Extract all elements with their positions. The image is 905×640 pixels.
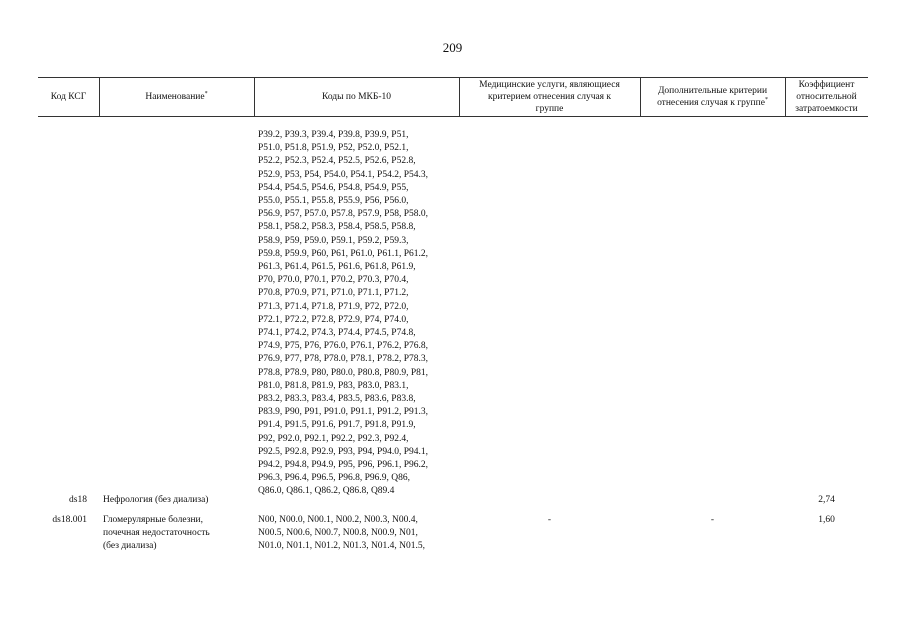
ksg-name: Нефрология (без диализа) <box>103 495 209 505</box>
ksg-code: ds18 <box>69 495 87 505</box>
ksg-code: ds18.001 <box>52 515 87 525</box>
ksg-name: Гломерулярные болезни, почечная недостаточность (без диализа) <box>103 515 210 552</box>
criteria-value: - <box>710 515 715 525</box>
icd-codes-continued: P39.2, P39.3, P39.4, P39.8, P39.9, P51, P51.0, P51.8, P51.9, P52, P52.0, P52.1, P52.2, P52.3, P52.4, P52.5, P52.6, P52.8, P52.9, P53, P54, P54.0, P54.1, P54.2, P54.3, P54.4, P54.5, P54.6, P54.8, P54.9, P55, P55.0, P55.1, P55.8, P55.9, P56, P56.0, P56.9, P57, P57.0, P57.8, P57.9, P58, P58.0, P58.1, P58.2, P58.3, P58.4, P58.5, P58.8, P58.9, P59, P59.0, P59.1, P59.2, P59.3, P59.8, P59.9, P60, P61, P61.0, P61.1, P61.2, P61.3, P61.4, P61.5, P61.6, P61.8, P61.9, P70, P70.0, P70.1, P70.2, P70.3, P70.4, P70.8, P70.9, P71, P71.0, P71.1, P71.2, P71.3, P71.4, P71.8, P71.9, P72, P72.0, P72.1, P72.2, P72.8, P72.9, P74, P74.0, P74.1, P74.2, P74.3, P74.4, P74.5, P74.8, P74.9, P75, P76, P76.0, P76.1, P76.2, P76.8, P76.9, P77, P78, P78.0, P78.1, P78.2, P78.3, P78.8, P78.9, P80, P80.0, P80.8, P80.9, P81, P81.0, P81.8, P81.9, P83, P83.0, P83.1, P83.2, P83.3, P83.4, P83.5, P83.6, P83.8, P83.9, P90, P91, P91.0, P91.1, P91.2, P91.3, P91.4, P91.5, P91.6, P91.7, P91.8, P91.9, P92, P92.0, P92.1, P92.2, P92.3, P92.4, P92.5, P92.8, P92.9, P93, P94, P94.0, P94.1, P94.2, P94.8, P94.9, P95, P96, P96.1, P96.2, P96.3, P96.4, P96.5, P96.8, P96.9, Q86, Q86.0, Q86.1, Q86.2, Q86.8, Q89.4 <box>258 130 428 497</box>
header-name: Наименование* <box>145 90 208 102</box>
services-value: - <box>547 515 552 525</box>
header-criteria: Дополнительные критерии отнесения случая к группе* <box>657 86 768 108</box>
header-coefficient: Коэффициент относительной затратоемкости <box>795 80 858 114</box>
header-services: Медицинские услуги, являющиеся критерием отнесения случая к группе <box>479 80 620 114</box>
ksg-coefficient: 1,60 <box>818 515 835 525</box>
ksg-coefficient: 2,74 <box>818 495 835 505</box>
header-icd: Коды по МКБ-10 <box>321 92 392 102</box>
page-number: 209 <box>442 40 463 55</box>
icd-codes: N00, N00.0, N00.1, N00.2, N00.3, N00.4, N00.5, N00.6, N00.7, N00.8, N00.9, N01, N01.0, N01.1, N01.2, N01.3, N01.4, N01.5, <box>258 515 426 552</box>
header-code: Код КСГ <box>50 92 87 102</box>
